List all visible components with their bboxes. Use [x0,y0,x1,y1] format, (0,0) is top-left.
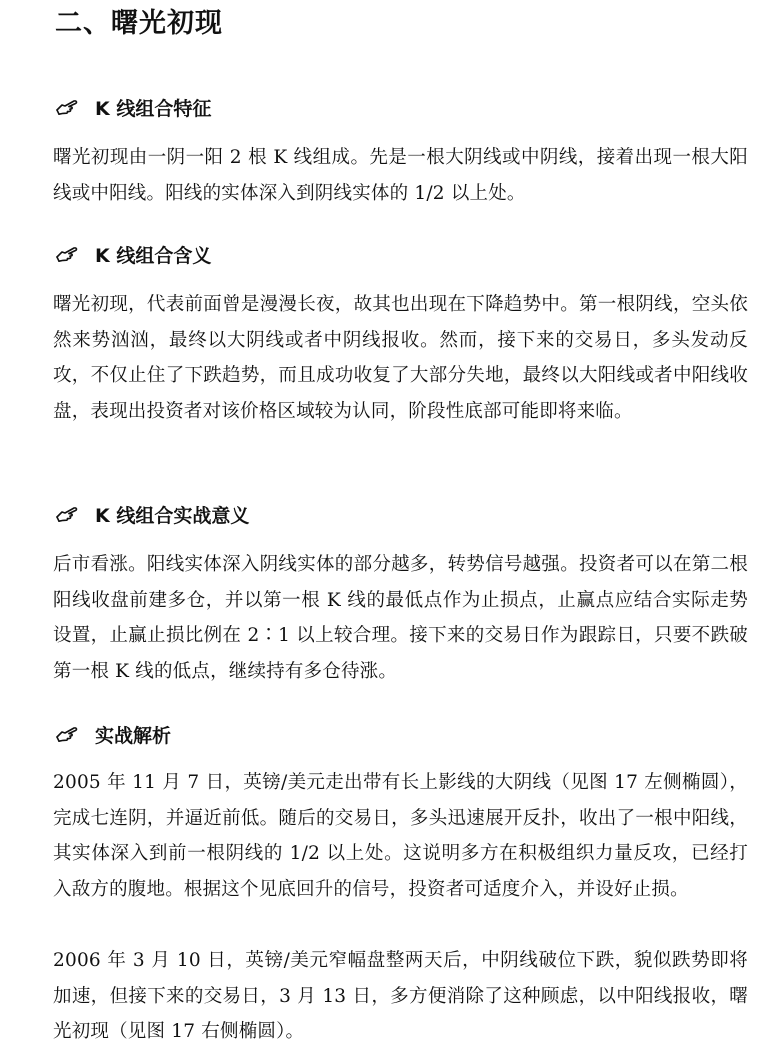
paragraph: 后市看涨。阳线实体深入阴线实体的部分越多，转势信号越强。投资者可以在第二根阳线收盘前建多仓，并以第一根 K 线的最低点作为止损点，止赢点应结合实际走势设置，止赢止损比例在 2∶1 以上较合理。接下来的交易日作为跟踪日，只要不跌破第一根 K 线的低点，继续持有多仓待涨。 [53,554,748,682]
paragraph: 2005 年 11 月 7 日，英镑/美元走出带有长上影线的大阴线（见图 17 左侧椭圆），完成七连阴，并逼近前低。随后的交易日，多头迅速展开反扑，收出了一根中阳线，其实体深入到前一根阴线的 1/2 以上处。这说明多方在积极组织力量反攻，已经打入敌方的腹地。根据这个见底回升的信号，投资者可适度介入，并设好止损。 [53,772,748,900]
pointing-hand-icon [55,97,81,117]
section-heading-meaning [55,240,211,268]
pointing-hand-icon [55,504,81,524]
paragraph: 曙光初现，代表前面曾是漫漫长夜，故其也出现在下降趋势中。第一根阴线，空头依然来势汹汹，最终以大阴线或者中阴线报收。然而，接下来的交易日，多头发动反攻，不仅止住了下跌趋势，而且成功收复了大部分失地，最终以大阳线或者中阳线收盘，表现出投资者对该价格区域较为认同，阶段性底部可能即将来临。 [53,294,748,422]
section-heading-label: K 线组合实战意义 [95,504,250,527]
section-heading-label: K 线组合特征 [95,97,212,120]
paragraph: 2006 年 3 月 10 日，英镑/美元窄幅盘整两天后，中阴线破位下跌，貌似跌势即将加速，但接下来的交易日，3 月 13 日，多方便消除了这种顾虑，以中阳线报收，曙光初现（见图 17 右侧椭圆）。 [53,950,748,1042]
section-heading-label: K 线组合含义 [95,244,212,267]
section-heading-practical [55,500,249,528]
pointing-hand-icon [55,244,81,264]
paragraph: 曙光初现由一阴一阳 2 根 K 线组成。先是一根大阴线或中阴线，接着出现一根大阳线或中阳线。阳线的实体深入到阴线实体的 1/2 以上处。 [53,147,748,204]
section-heading-features [55,93,211,121]
section-heading-label: 实战解析 [95,724,172,747]
pointing-hand-icon [55,724,81,744]
section-heading-analysis [55,720,171,748]
chapter-title: 二、曙光初现 [55,8,223,39]
